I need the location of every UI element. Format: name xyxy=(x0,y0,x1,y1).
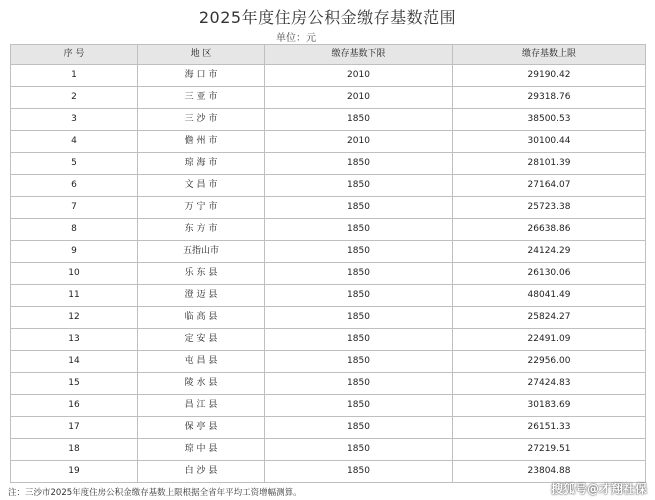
cell-serial-number: 3 xyxy=(11,109,138,131)
cell-serial-number: 15 xyxy=(11,373,138,395)
cell-serial-number: 5 xyxy=(11,153,138,175)
cell-serial-number: 7 xyxy=(11,197,138,219)
cell-upper-limit: 29190.42 xyxy=(453,65,646,87)
header-region: 地 区 xyxy=(138,45,265,65)
cell-serial-number: 9 xyxy=(11,241,138,263)
cell-lower-limit: 2010 xyxy=(265,87,453,109)
cell-serial-number: 10 xyxy=(11,263,138,285)
table-row xyxy=(11,87,646,109)
header-upper-limit: 缴存基数上限 xyxy=(453,45,646,65)
table-row xyxy=(11,65,646,87)
cell-upper-limit: 38500.53 xyxy=(453,109,646,131)
cell-lower-limit: 1850 xyxy=(265,219,453,241)
cell-region: 陵 水 县 xyxy=(138,373,265,395)
cell-serial-number: 12 xyxy=(11,307,138,329)
table-row xyxy=(11,373,646,395)
cell-lower-limit: 1850 xyxy=(265,417,453,439)
cell-upper-limit: 22956.00 xyxy=(453,351,646,373)
cell-region: 屯 昌 县 xyxy=(138,351,265,373)
table-row xyxy=(11,285,646,307)
cell-region: 定 安 县 xyxy=(138,329,265,351)
cell-upper-limit: 25723.38 xyxy=(453,197,646,219)
header-serial-number: 序 号 xyxy=(11,45,138,65)
cell-lower-limit: 1850 xyxy=(265,395,453,417)
table-body xyxy=(11,65,646,483)
table-row xyxy=(11,131,646,153)
table-row xyxy=(11,351,646,373)
cell-region: 昌 江 县 xyxy=(138,395,265,417)
cell-serial-number: 2 xyxy=(11,87,138,109)
cell-upper-limit: 22491.09 xyxy=(453,329,646,351)
cell-region: 保 亭 县 xyxy=(138,417,265,439)
table-row xyxy=(11,439,646,461)
cell-lower-limit: 2010 xyxy=(265,131,453,153)
cell-region: 三 亚 市 xyxy=(138,87,265,109)
table-row xyxy=(11,153,646,175)
cell-lower-limit: 1850 xyxy=(265,153,453,175)
table-row xyxy=(11,395,646,417)
cell-lower-limit: 1850 xyxy=(265,307,453,329)
watermark: 搜狐号@才翔社保 xyxy=(550,482,647,496)
cell-serial-number: 11 xyxy=(11,285,138,307)
table-header-row xyxy=(11,45,646,65)
cell-serial-number: 16 xyxy=(11,395,138,417)
cell-serial-number: 8 xyxy=(11,219,138,241)
cell-upper-limit: 26638.86 xyxy=(453,219,646,241)
table-row xyxy=(11,219,646,241)
header-lower-limit: 缴存基数下限 xyxy=(265,45,453,65)
cell-lower-limit: 1850 xyxy=(265,241,453,263)
footnote: 注：三沙市2025年度住房公积金缴存基数上限根据全省年平均工资增幅测算。 xyxy=(8,488,302,498)
cell-serial-number: 1 xyxy=(11,65,138,87)
cell-upper-limit: 27164.07 xyxy=(453,175,646,197)
table-row xyxy=(11,329,646,351)
table-row xyxy=(11,197,646,219)
page-title: 2025年度住房公积金缴存基数范围 xyxy=(198,8,457,27)
cell-upper-limit: 27219.51 xyxy=(453,439,646,461)
cell-upper-limit: 26151.33 xyxy=(453,417,646,439)
cell-lower-limit: 1850 xyxy=(265,373,453,395)
cell-serial-number: 6 xyxy=(11,175,138,197)
cell-region: 澄 迈 县 xyxy=(138,285,265,307)
cell-lower-limit: 1850 xyxy=(265,109,453,131)
cell-lower-limit: 1850 xyxy=(265,197,453,219)
table-row xyxy=(11,241,646,263)
unit-label: 单位：元 xyxy=(276,33,316,44)
cell-upper-limit: 25824.27 xyxy=(453,307,646,329)
cell-lower-limit: 1850 xyxy=(265,263,453,285)
cell-region: 万 宁 市 xyxy=(138,197,265,219)
cell-lower-limit: 1850 xyxy=(265,439,453,461)
cell-region: 琼 海 市 xyxy=(138,153,265,175)
cell-upper-limit: 29318.76 xyxy=(453,87,646,109)
cell-lower-limit: 1850 xyxy=(265,175,453,197)
table-row xyxy=(11,175,646,197)
cell-region: 儋 州 市 xyxy=(138,131,265,153)
cell-region: 五指山市 xyxy=(138,241,265,263)
table-row xyxy=(11,109,646,131)
cell-region: 琼 中 县 xyxy=(138,439,265,461)
cell-serial-number: 13 xyxy=(11,329,138,351)
table-row xyxy=(11,263,646,285)
cell-serial-number: 19 xyxy=(11,461,138,483)
cell-lower-limit: 1850 xyxy=(265,329,453,351)
cell-region: 文 昌 市 xyxy=(138,175,265,197)
cell-serial-number: 4 xyxy=(11,131,138,153)
cell-upper-limit: 30183.69 xyxy=(453,395,646,417)
cell-serial-number: 14 xyxy=(11,351,138,373)
cell-upper-limit: 24124.29 xyxy=(453,241,646,263)
cell-region: 临 高 县 xyxy=(138,307,265,329)
table-row xyxy=(11,417,646,439)
contribution-base-table xyxy=(10,44,646,483)
cell-upper-limit: 27424.83 xyxy=(453,373,646,395)
cell-upper-limit: 30100.44 xyxy=(453,131,646,153)
cell-lower-limit: 1850 xyxy=(265,461,453,483)
cell-region: 海 口 市 xyxy=(138,65,265,87)
cell-serial-number: 17 xyxy=(11,417,138,439)
cell-lower-limit: 1850 xyxy=(265,351,453,373)
cell-upper-limit: 28101.39 xyxy=(453,153,646,175)
cell-region: 白 沙 县 xyxy=(138,461,265,483)
cell-upper-limit: 26130.06 xyxy=(453,263,646,285)
table-row xyxy=(11,307,646,329)
cell-upper-limit: 23804.88 xyxy=(453,461,646,483)
cell-upper-limit: 48041.49 xyxy=(453,285,646,307)
cell-region: 三 沙 市 xyxy=(138,109,265,131)
cell-region: 东 方 市 xyxy=(138,219,265,241)
cell-lower-limit: 1850 xyxy=(265,285,453,307)
cell-lower-limit: 2010 xyxy=(265,65,453,87)
cell-serial-number: 18 xyxy=(11,439,138,461)
cell-region: 乐 东 县 xyxy=(138,263,265,285)
